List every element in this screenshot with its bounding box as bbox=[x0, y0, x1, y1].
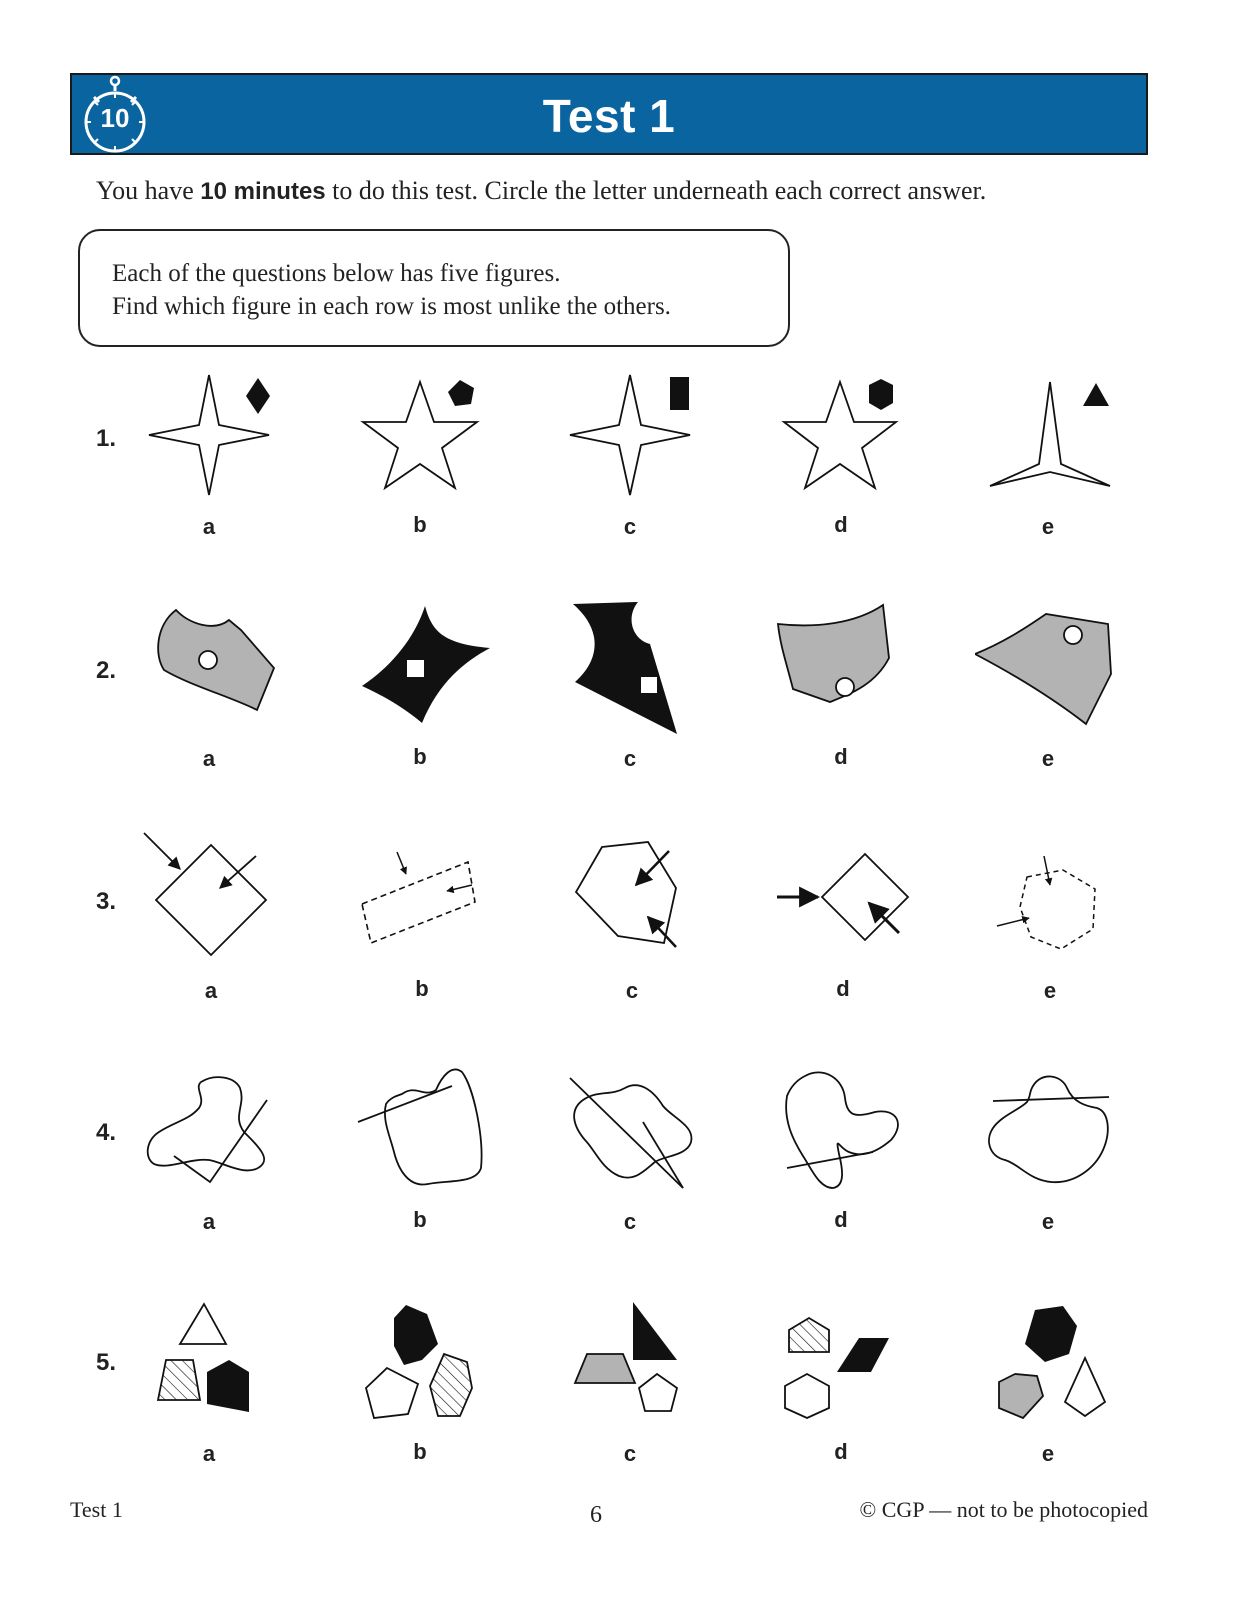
q3-figure-a[interactable] bbox=[134, 825, 284, 975]
question-number-1: 1. bbox=[96, 425, 117, 452]
q1-option-d[interactable]: d bbox=[834, 512, 848, 537]
instructions-suffix: to do this test. Circle the letter underneath each correct answer. bbox=[325, 176, 987, 205]
q3-figure-c[interactable] bbox=[555, 825, 705, 975]
q1-figure-d[interactable] bbox=[765, 360, 915, 510]
q4-option-d[interactable]: d bbox=[834, 1207, 848, 1232]
q1-option-e[interactable]: e bbox=[1041, 514, 1055, 539]
q5-option-b[interactable]: b bbox=[413, 1439, 427, 1464]
q5-option-d[interactable]: d bbox=[834, 1439, 848, 1464]
q4-figure-b[interactable] bbox=[344, 1060, 494, 1210]
timer-label: 10 bbox=[100, 103, 130, 133]
q2-figure-c[interactable] bbox=[555, 590, 705, 740]
q3-figure-d[interactable] bbox=[765, 825, 915, 975]
q2-option-c[interactable]: c bbox=[623, 746, 637, 771]
q2-figure-e[interactable] bbox=[975, 590, 1125, 740]
q3-option-a[interactable]: a bbox=[204, 978, 218, 1003]
q2-option-e[interactable]: e bbox=[1041, 746, 1055, 771]
q5-option-a[interactable]: a bbox=[202, 1441, 216, 1466]
q4-option-b[interactable]: b bbox=[413, 1207, 427, 1232]
q2-figure-a[interactable] bbox=[134, 590, 284, 740]
q4-figure-e[interactable] bbox=[975, 1060, 1125, 1210]
q5-option-e[interactable]: e bbox=[1041, 1441, 1055, 1466]
q1-figure-c[interactable] bbox=[555, 360, 705, 510]
q4-option-e[interactable]: e bbox=[1041, 1209, 1055, 1234]
q4-figure-d[interactable] bbox=[765, 1060, 915, 1210]
q2-option-b[interactable]: b bbox=[413, 744, 427, 769]
footer-copyright: © CGP — not to be photocopied bbox=[859, 1497, 1148, 1522]
q2-figure-b[interactable] bbox=[344, 590, 494, 740]
question-number-4: 4. bbox=[96, 1119, 117, 1146]
q4-option-c[interactable]: c bbox=[623, 1209, 637, 1234]
header-bar bbox=[70, 73, 1148, 155]
q1-figure-e[interactable] bbox=[975, 360, 1125, 510]
q2-option-a[interactable]: a bbox=[202, 746, 216, 771]
q1-figure-b[interactable] bbox=[344, 360, 494, 510]
q5-figure-c[interactable] bbox=[555, 1290, 705, 1440]
q1-figure-a[interactable] bbox=[134, 360, 284, 510]
q4-option-a[interactable]: a bbox=[202, 1209, 216, 1234]
page-number: 6 bbox=[590, 1502, 602, 1528]
info-box bbox=[78, 229, 790, 347]
instructions bbox=[96, 176, 986, 206]
q5-option-c[interactable]: c bbox=[623, 1441, 637, 1466]
q5-figure-a[interactable] bbox=[134, 1290, 284, 1440]
q3-option-c[interactable]: c bbox=[625, 978, 639, 1003]
q5-figure-d[interactable] bbox=[765, 1290, 915, 1440]
question-number-3: 3. bbox=[96, 888, 117, 915]
footer-test-label: Test 1 bbox=[70, 1497, 123, 1522]
instructions-time: 10 minutes bbox=[200, 178, 326, 205]
q3-figure-b[interactable] bbox=[344, 825, 494, 975]
q1-option-b[interactable]: b bbox=[413, 512, 427, 537]
q1-option-c[interactable]: c bbox=[623, 514, 637, 539]
q5-figure-b[interactable] bbox=[344, 1290, 494, 1440]
q2-option-d[interactable]: d bbox=[834, 744, 848, 769]
info-line-1: Each of the questions below has five figures. bbox=[112, 260, 561, 287]
q3-option-b[interactable]: b bbox=[415, 976, 429, 1001]
instructions-prefix: You have bbox=[96, 176, 201, 205]
question-number-5: 5. bbox=[96, 1349, 117, 1376]
info-line-2: Find which figure in each row is most unlike the others. bbox=[112, 293, 671, 320]
q4-figure-c[interactable] bbox=[555, 1060, 705, 1210]
question-number-2: 2. bbox=[96, 657, 117, 684]
q4-figure-a[interactable] bbox=[134, 1060, 284, 1210]
q3-figure-e[interactable] bbox=[975, 825, 1125, 975]
q5-figure-e[interactable] bbox=[975, 1290, 1125, 1440]
q1-option-a[interactable]: a bbox=[202, 514, 216, 539]
q3-option-e[interactable]: e bbox=[1043, 978, 1057, 1003]
q2-figure-d[interactable] bbox=[765, 590, 915, 740]
q3-option-d[interactable]: d bbox=[836, 976, 850, 1001]
page-title: Test 1 bbox=[542, 90, 676, 142]
